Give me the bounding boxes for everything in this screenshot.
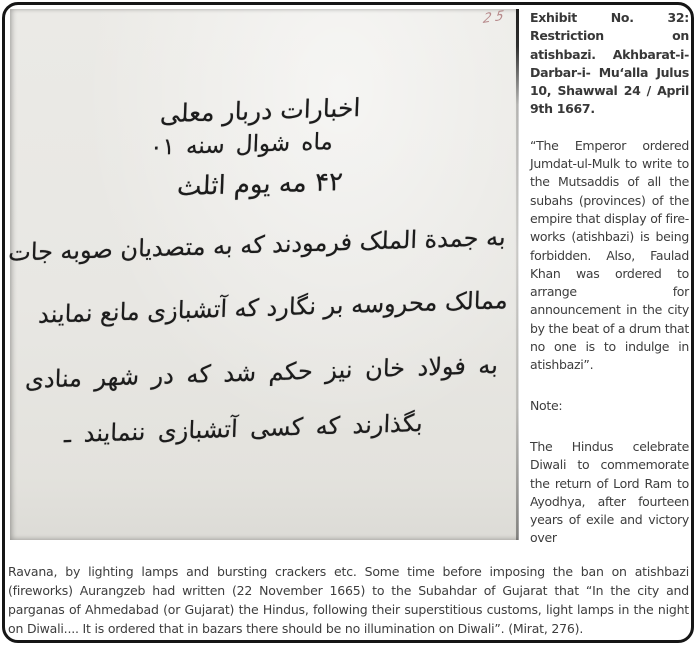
diwali-note-paragraph: The Hindus celebrate Diwali to commemorate the return of Lord Ram to Ayodhya, after fourteen years of exile and victory over [530, 438, 689, 546]
manuscript-scan [7, 7, 518, 540]
manuscript-line-date: ۲۴ مه یوم اثلث [176, 166, 344, 203]
manuscript-line-body-2: ممالک محروسه بر نگارد که آتشبازی مانع نمایند [37, 285, 509, 329]
archive-folio-mark: 25 [482, 7, 510, 28]
manuscript-line-body-4: بگذارند که کسی آتشبازی ننمایند ـ [63, 408, 424, 449]
caption-column [530, 9, 689, 548]
footer-paragraph: Ravana, by lighting lamps and bursting crackers etc. Some time before imposing the ban on atishbazi (fireworks) Aurangzeb had written (22 November 1665) to the Subahdar of Gujarat that “In the city and parganas of Ahmedabad (or Gujarat) the Hindus, following their superstitious customs, light lamps in the night on Diwali.... It is ordered that in bazars there should be no illumination on Diwali”. (Mirat, 276). [8, 564, 689, 636]
manuscript-line-body-3: به فولاد خان نیز حکم شد که در شهر منادی [24, 350, 499, 394]
scan-edge-shadow [516, 9, 519, 540]
manuscript-line-month: ماه شوال سنه ۱۰ [149, 128, 334, 161]
emperor-order-paragraph: “The Emperor ordered Jumdat-ul-Mulk to write to the Mutsaddis of all the subahs (provinces) of the empire that display of fire-works (atishbazi) is being forbidden. Also, Faulad Khan was ordered to arrange for announcement in the city by the beat of a drum that no one is to indulge in atishbazi”. [530, 137, 689, 373]
note-label: Note: [530, 397, 563, 413]
manuscript-line-body-1: به جمدة الملک فرمودند که به متصدیان صوبه جات [7, 222, 507, 267]
manuscript-line-heading: اخبارات دربار معلی [159, 92, 361, 129]
exhibit-title: Exhibit No. 32: Restriction on atishbazi. Akhbarat-i-Darbar-i- Mu‘alla Julus 10, Shawwal 24 / April 9th 1667. [530, 10, 689, 117]
